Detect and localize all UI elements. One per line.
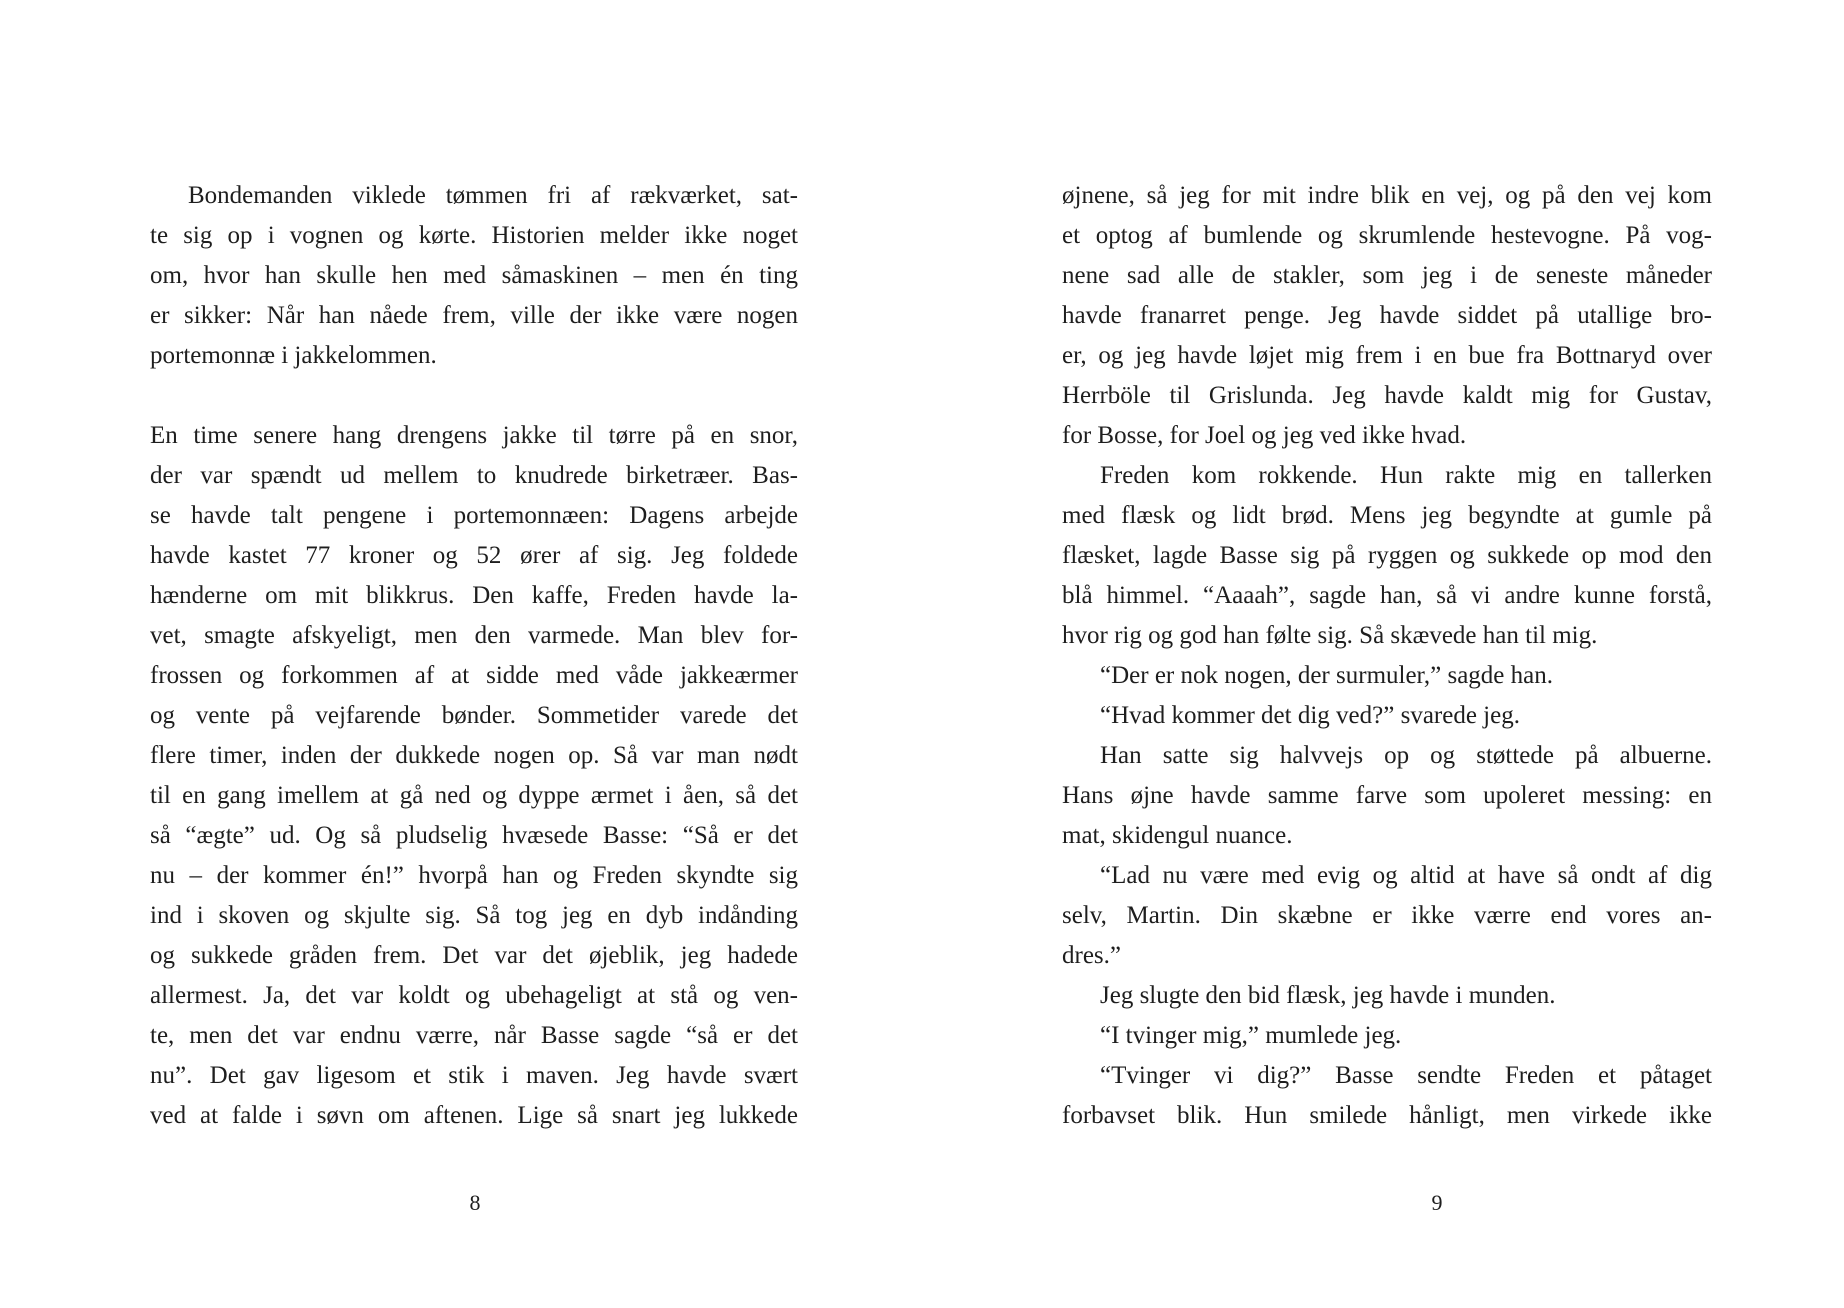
text-line: vet, smagte afskyeligt, men den varmede. Man blev for- <box>150 622 798 649</box>
text-line: “Tvinger vi dig?” Basse sendte Freden et påtaget <box>1100 1062 1712 1089</box>
text-line: havde kastet 77 kroner og 52 ører af sig. Jeg foldede <box>150 542 798 569</box>
text-line: Freden kom rokkende. Hun rakte mig en tallerken <box>1100 462 1712 489</box>
text-line: et optog af bumlende og skrumlende hestevogne. På vog- <box>1062 222 1712 249</box>
text-line: der var spændt ud mellem to knudrede birketræer. Bas- <box>150 462 798 489</box>
text-line: te sig op i vognen og kørte. Historien melder ikke noget <box>150 222 798 249</box>
text-line: Han satte sig halvvejs op og støttede på albuerne. <box>1100 742 1712 769</box>
left-page-text <box>150 176 798 1136</box>
text-line: allermest. Ja, det var koldt og ubehageligt at stå og ven- <box>150 982 798 1009</box>
text-line: for Bosse, for Joel og jeg ved ikke hvad. <box>1062 422 1467 449</box>
text-line: forbavset blik. Hun smilede hånligt, men virkede ikke <box>1062 1102 1712 1129</box>
text-line: nene sad alle de stakler, som jeg i de seneste måneder <box>1062 262 1712 289</box>
text-line: dres.” <box>1062 942 1121 969</box>
text-line: portemonnæ i jakkelommen. <box>150 342 437 369</box>
right-page-text <box>1062 176 1712 1136</box>
text-line: “I tvinger mig,” mumlede jeg. <box>1100 1022 1402 1049</box>
text-line: ind i skoven og skjulte sig. Så tog jeg en dyb indånding <box>150 902 798 929</box>
text-line: nu – der kommer én!” hvorpå han og Freden skyndte sig <box>150 862 798 889</box>
text-line: mat, skidengul nuance. <box>1062 822 1293 849</box>
text-line: te, men det var endnu værre, når Basse sagde “så er det <box>150 1022 798 1049</box>
text-line: flæsket, lagde Basse sig på ryggen og sukkede op mod den <box>1062 542 1712 569</box>
text-line: hænderne om mit blikkrus. Den kaffe, Freden havde la- <box>150 582 798 609</box>
text-line: om, hvor han skulle hen med såmaskinen – men én ting <box>150 262 798 289</box>
text-line: En time senere hang drengens jakke til tørre på en snor, <box>150 422 798 449</box>
text-line: nu”. Det gav ligesom et stik i maven. Jeg havde svært <box>150 1062 798 1089</box>
text-line: til en gang imellem at gå ned og dyppe ærmet i åen, så det <box>150 782 798 809</box>
text-line: Bondemanden viklede tømmen fri af rækværket, sat- <box>188 182 798 209</box>
text-line: ved at falde i søvn om aftenen. Lige så snart jeg lukkede <box>150 1102 798 1129</box>
text-line: er sikker: Når han nåede frem, ville der ikke være nogen <box>150 302 798 329</box>
text-line: “Hvad kommer det dig ved?” svarede jeg. <box>1100 702 1520 729</box>
text-line: og vente på vejfarende bønder. Sommetider varede det <box>150 702 798 729</box>
text-line: blå himmel. “Aaaah”, sagde han, så vi andre kunne forstå, <box>1062 582 1712 609</box>
text-line: med flæsk og lidt brød. Mens jeg begyndte at gumle på <box>1062 502 1712 529</box>
text-line: “Lad nu være med evig og altid at have så ondt af dig <box>1100 862 1712 889</box>
text-line: så “ægte” ud. Og så pludselig hvæsede Basse: “Så er det <box>150 822 798 849</box>
paragraph-gap <box>150 376 798 416</box>
right-page <box>922 0 1844 1308</box>
text-line: er, og jeg havde løjet mig frem i en bue fra Bottnaryd over <box>1062 342 1712 369</box>
text-line: og sukkede gråden frem. Det var det øjeblik, jeg hadede <box>150 942 798 969</box>
text-line: hvor rig og god han følte sig. Så skævede han til mig. <box>1062 622 1598 649</box>
right-page-number: 9 <box>1431 1190 1443 1215</box>
text-line: “Der er nok nogen, der surmuler,” sagde han. <box>1100 662 1553 689</box>
text-line: selv, Martin. Din skæbne er ikke værre end vores an- <box>1062 902 1712 929</box>
text-line: Herrböle til Grislunda. Jeg havde kaldt mig for Gustav, <box>1062 382 1712 409</box>
text-line: Jeg slugte den bid flæsk, jeg havde i munden. <box>1100 982 1556 1009</box>
left-page-number: 8 <box>469 1190 481 1215</box>
text-line: flere timer, inden der dukkede nogen op. Så var man nødt <box>150 742 798 769</box>
text-line: se havde talt pengene i portemonnæen: Dagens arbejde <box>150 502 798 529</box>
text-line: havde franarret penge. Jeg havde siddet på utallige bro- <box>1062 302 1712 329</box>
text-line: øjnene, så jeg for mit indre blik en vej, og på den vej kom <box>1062 182 1712 209</box>
text-line: Hans øjne havde samme farve som upoleret messing: en <box>1062 782 1712 809</box>
text-line: frossen og forkommen af at sidde med våde jakkeærmer <box>150 662 798 689</box>
